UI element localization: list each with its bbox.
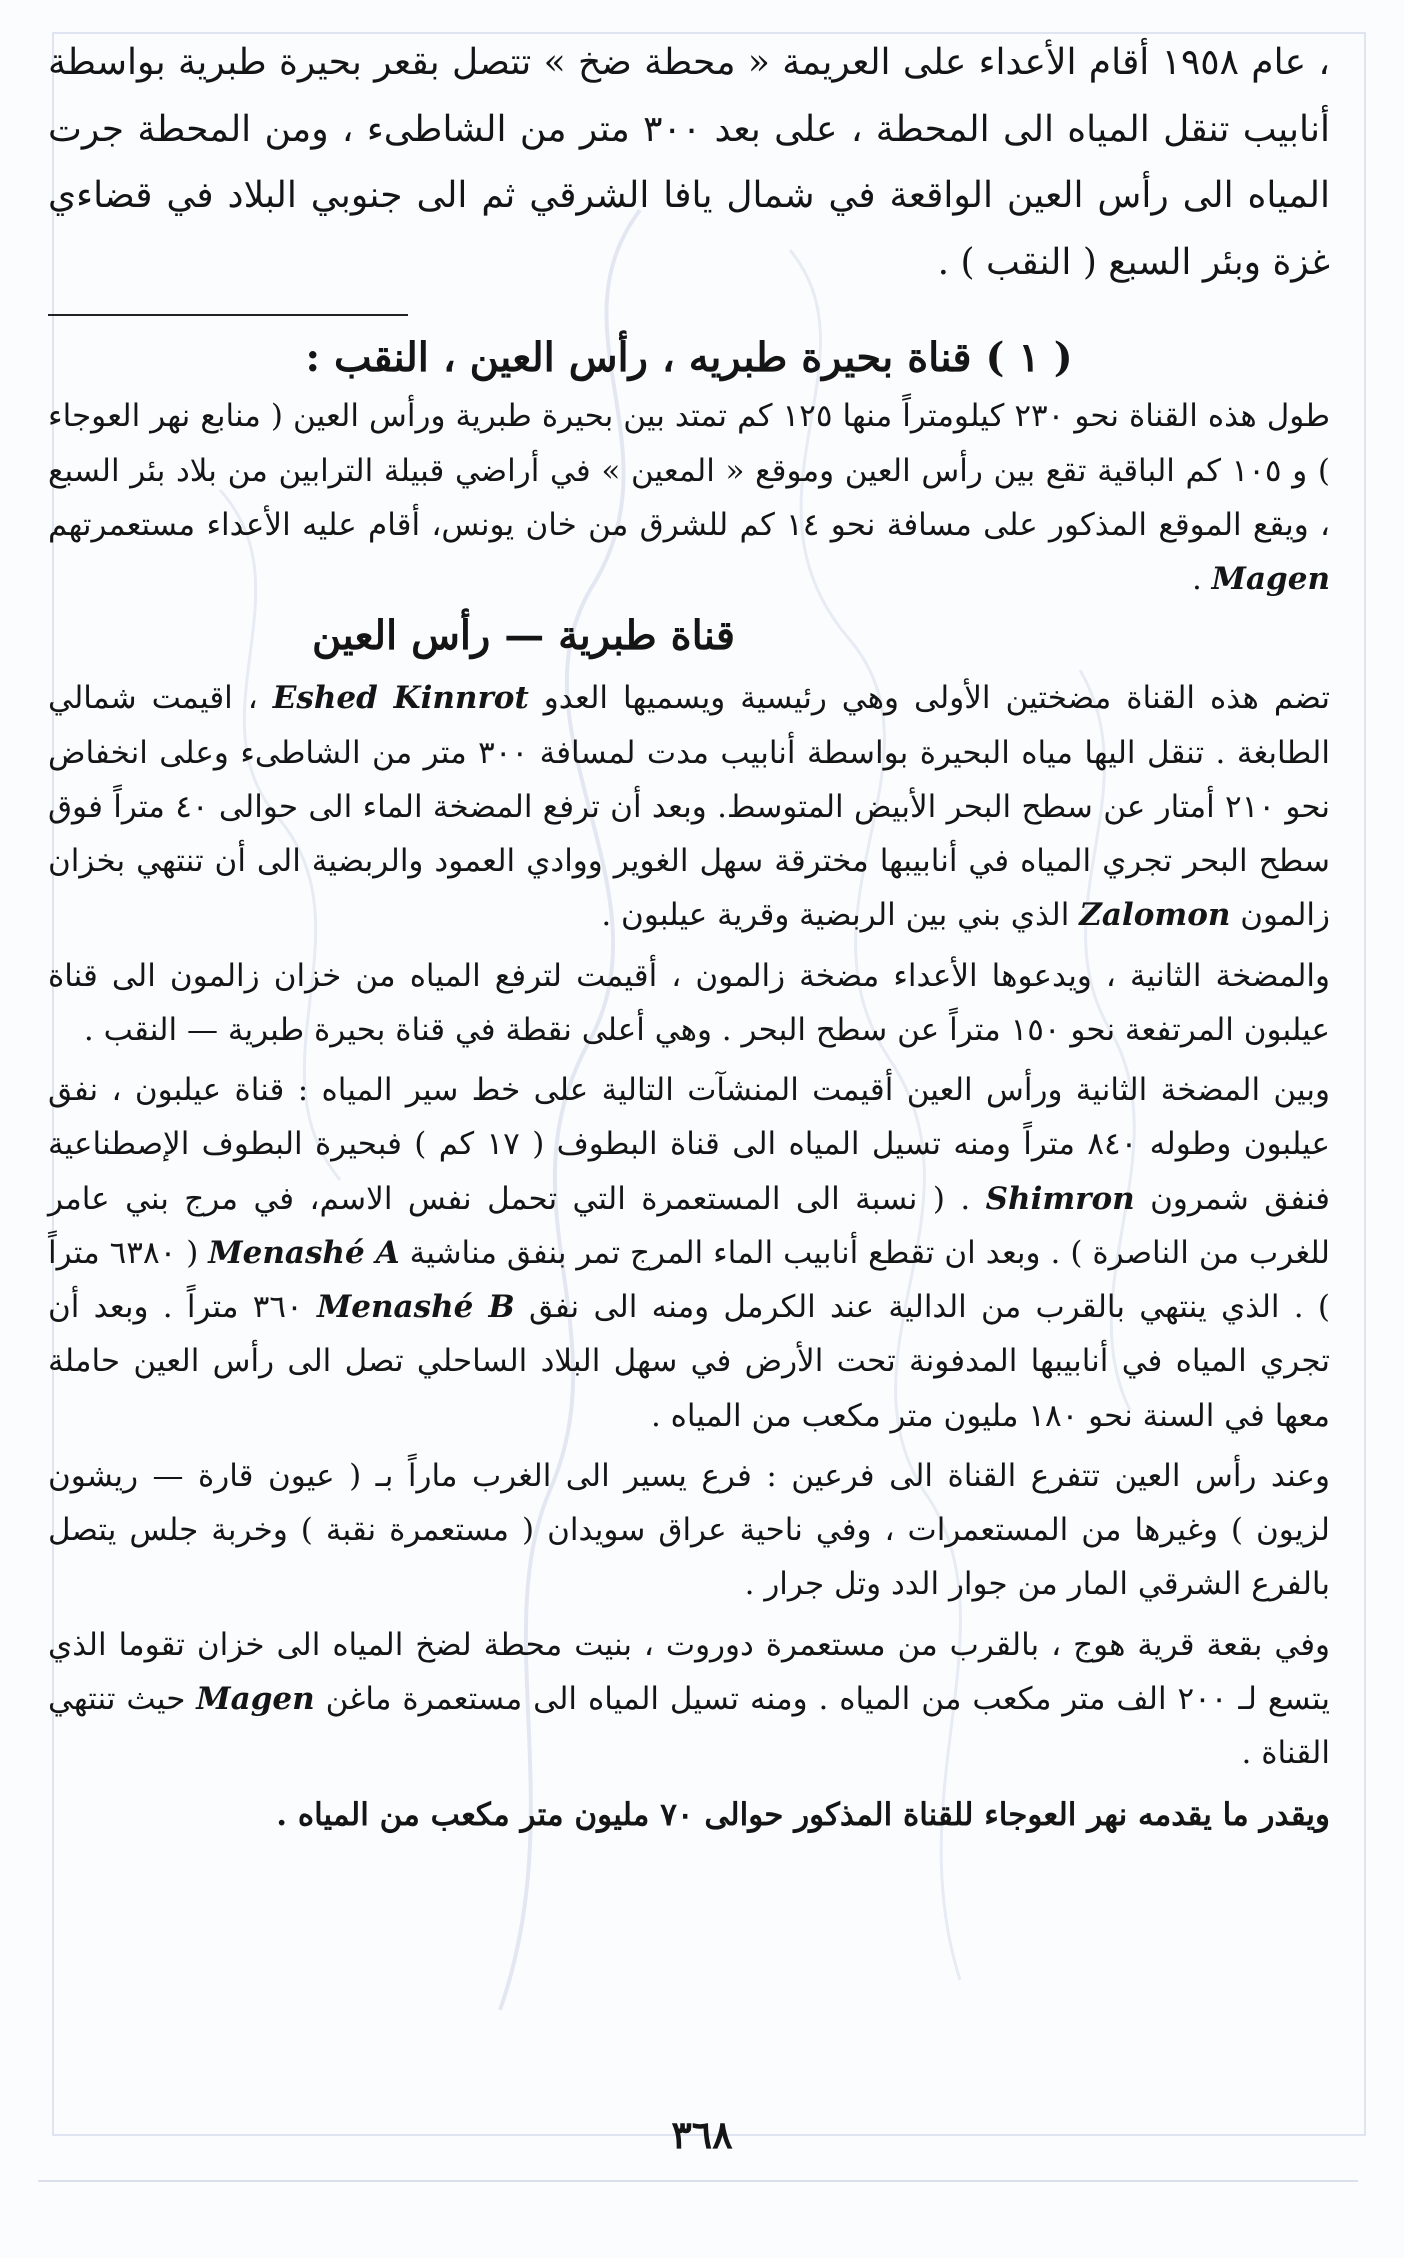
intro-paragraph: ، عام ١٩٥٨ أقام الأعداء على العريمة « محطة ضخ » تتصل بقعر بحيرة طبرية بواسطة أنابيب تنقل المياه الى المحطة ، على بعد ٣٠٠ متر من الشاطىء ، ومن المحطة جرت المياه الى رأس العين الواقعة في شمال يافا الشرقي ثم الى جنوبي البلاد في قضاءي غزة وبئر السبع ( النقب ) . [48,42,1330,283]
section-1-text: طول هذه القناة نحو ٢٣٠ كيلومتراً منها ١٢٥ كم تمتد بين بحيرة طبرية ورأس العين ( منابع نهر العوجاء ) و ١٠٥ كم الباقية تقع بين رأس العين وموقع « المعين » في أراضي قبيلة الترابين من بلاد بئر السبع ، ويقع الموقع المذكور على مسافة نحو ١٤ كم للشرق من خان يونس، أقام عليه الأعداء مستعمرتهم [48,398,1331,543]
paragraph-6-text-a: وفي بقعة قرية هوج ، بالقرب من مستعمرة دوروت ، بنيت محطة لضخ المياه الى خزان تقوما الذي يتسع لـ ٢٠٠ الف متر مكعب من المياه . ومنه تسيل المياه الى مستعمرة ماغن [48,1626,1330,1717]
paragraph-4-text-a: وبين المضخة الثانية ورأس العين أقيمت المنشآت التالية على خط سير المياه : قناة عيلبون ، نفق عيلبون وطوله ٨٤٠ متراً ومنه تسيل المياه الى قناة البطوف ( ١٧ كم ) فبحيرة البطوف الإصطناعية فنفق شمرون [48,1072,1331,1217]
paragraph-4-text-b: . ( نسبة الى المستعمرة التي تحمل نفس الاسم، في مرج بني عامر للغرب من الناصرة ) . وبعد ان تقطع أنابيب الماء المرج تمر بنفق مناشية [48,1180,1330,1271]
latin-term: Zalomon [1079,897,1231,934]
section-heading-2: قناة طبرية — رأس العين [312,612,735,660]
page-number: ٣٦٨ [671,2112,733,2157]
paragraph-6-text-b: حيث تنتهي القناة . [48,1680,1330,1772]
section-heading-1: ( ١ ) قناة بحيرة طبريه ، رأس العين ، النقب : [305,334,1073,382]
section-1-paragraph [48,389,1330,606]
paragraph-2-text-c: الذي بني بين الربضية وقرية عيلبون . [601,897,1070,934]
paragraph-4 [48,1063,1330,1443]
latin-term: Menashé B [316,1289,515,1326]
latin-term: Magen [1211,561,1330,598]
latin-term: Menashé A [208,1234,400,1271]
paragraph-2 [48,671,1330,942]
paragraph-3: والمضخة الثانية ، ويدعوها الأعداء مضخة زالمون ، أقيمت لترفع المياه من خزان زالمون الى قناة عيلبون المرتفعة نحو ١٥٠ متراً عن سطح البحر . وهي أعلى نقطة في قناة بحيرة طبرية — النقب . [48,957,1330,1048]
paragraph-5: وعند رأس العين تتفرع القناة الى فرعين : فرع يسير الى الغرب ماراً بـ ( عيون قارة — ريشون لزيون ) وغيرها من المستعمرات ، وفي ناحية عراق سويدان ( مستعمرة نقبة ) وخربة جلس يتصل بالفرع الشرقي المار من جوار الدد وتل جرار . [48,1457,1330,1603]
paragraph-4-text-d: ٣٦٠ متراً . وبعد أن تجري المياه في أنابيبها المدفونة تحت الأرض في سهل البلاد الساحلي تصل الى رأس العين حاملة معها في السنة نحو ١٨٠ مليون متر مكعب من المياه . [48,1289,1330,1434]
paragraph-7: ويقدر ما يقدمه نهر العوجاء للقناة المذكور حوالى ٧٠ مليون متر مكعب من المياه . [276,1797,1330,1834]
bottom-border-line [38,2180,1358,2182]
page-content [48,30,1330,1849]
latin-term: Eshed Kinnrot [272,680,529,717]
latin-term: Shimron [985,1180,1135,1217]
paragraph-4-text-c: ( ٦٣٨٠ متراً ) . الذي ينتهي بالقرب من الدالية عند الكرمل ومنه الى نفق [48,1234,1331,1326]
paragraph-6 [48,1618,1330,1781]
section-divider [48,314,408,316]
section-1-text-end: . [1191,561,1202,598]
paragraph-2-text-b: ، اقيمت شمالي الطابغة . تنقل اليها مياه البحيرة بواسطة أنابيب مدت لمسافة ٣٠٠ متر من الشاطىء وعلى انخفاض نحو ٢١٠ أمتار عن سطح البحر الأبيض المتوسط. وبعد أن ترفع المضخة الماء الى حوالى ٤٠ متراً فوق سطح البحر تجري المياه في أنابيبها مخترقة سهل الغوير ووادي العمود والربضية الى أن تنتهي بخزان زالمون [48,680,1330,934]
latin-term: Magen [196,1680,315,1717]
paragraph-2-text-a: تضم هذه القناة مضختين الأولى وهي رئيسية ويسميها العدو [528,680,1330,717]
